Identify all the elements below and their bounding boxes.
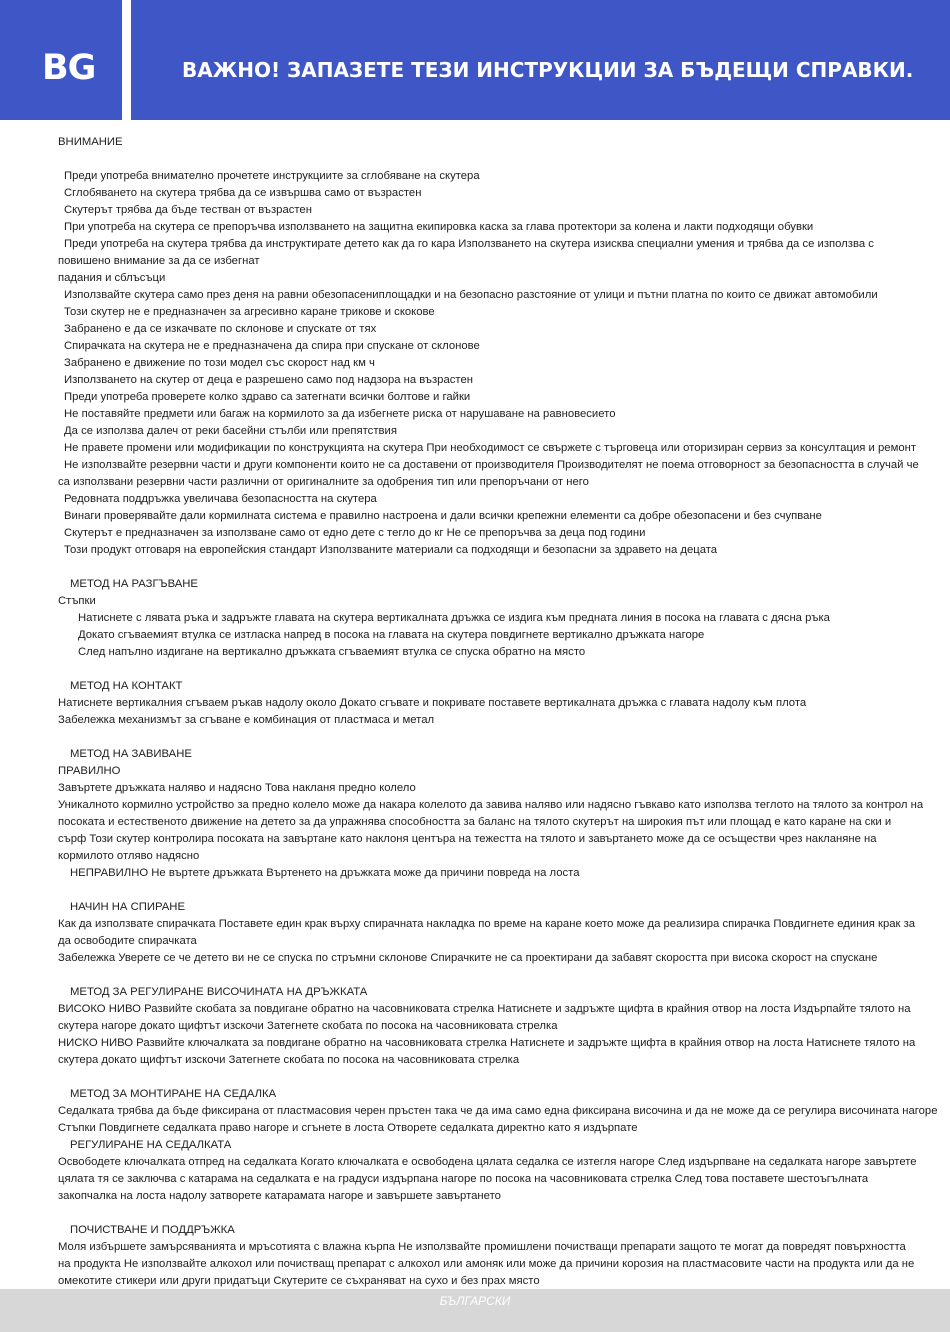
warning-item: Да се използва далеч от реки басейни стълби или препятствия	[64, 425, 397, 437]
height-line: скутера нагоре докато щифтът изскочи Затегнете скобата по посока на часовниковата стрелка	[58, 1020, 558, 1032]
warning-item: Не използвайте резервни части и други компоненти които не са доставени от производителя Производителят не поема отговорност за безопасността в случай че	[64, 459, 919, 471]
footer-language: БЪЛГАРСКИ	[439, 1294, 511, 1308]
height-line: ВИСОКО НИВО Развийте скобата за повдигане обратно на часовниковата стрелка Натиснете и задръжте щифта в крайния отвор на лоста Издърпайте тялото на	[58, 1003, 911, 1015]
page-footer	[0, 1289, 950, 1332]
warning-item: Сглобяването на скутера трябва да се извършва само от възрастен	[64, 187, 422, 199]
warning-item: Спирачката на скутера не е предназначена да спира при спускане от склонове	[64, 340, 480, 352]
warning-item: Винаги проверявайте дали кормилната система е правилно настроена и дали всички крепежни елементи са добре обезопасени и без счупване	[64, 510, 822, 522]
height-line: НИСКО НИВО Развийте ключалката за повдигане обратно на часовниковата стрелка Натиснете и задръжте щифта в крайния отвор на лоста Натиснете тялото на	[58, 1037, 916, 1049]
height-line: скутера докато щифтът изскочи Затегнете скобата по посока на часовниковата стрелка	[58, 1054, 520, 1066]
page-header	[0, 0, 950, 120]
unfolding-step: Докато сгъваемият втулка се изтласка напред в посока на главата на скутера повдигнете вертикално дръжката нагоре	[78, 629, 705, 641]
contact-text: Натиснете вертикалния сгъваем ръкав надолу около Докато сгъвате и покривате поставете вертикалната дръжка с главата надолу към плота	[58, 697, 807, 709]
seat-paragraph-line: Освободете ключалката отпред на седалката Когато ключалката е освободена цялата седалка се изтегля нагоре След издърпване на седалката нагоре завъртете	[58, 1156, 917, 1168]
cleaning-heading: ПОЧИСТВАНЕ И ПОДДРЪЖКА	[70, 1224, 235, 1236]
warning-item-continuation: повишено внимание за да се избегнат	[58, 255, 260, 267]
contact-note: Забележка механизмът за сгъване е комбинация от пластмаса и метал	[58, 714, 435, 726]
warning-item: Скутерът е предназначен за използване само от едно дете с тегло до кг Не се препоръчва за деца под години	[64, 527, 646, 539]
warning-item: Скутерът трябва да бъде тестван от възрастен	[64, 204, 312, 216]
seat-paragraph-line: закопчалка на лоста надолу затворете катарамата нагоре и завършете завъртането	[58, 1190, 501, 1202]
cleaning-paragraph-line: Моля избършете замърсяванията и мръсотията с влажна кърпа Не използвайте промишлени почистващи препарати защото те могат да повредят повърхността	[58, 1241, 906, 1253]
turning-text: Завъртете дръжката наляво и надясно Това накланя предно колело	[58, 782, 416, 794]
seat-adjust-heading: РЕГУЛИРАНЕ НА СЕДАЛКАТА	[70, 1139, 232, 1151]
warning-item: Преди употреба на скутера трябва да инструктирате детето как да го кара Използването на скутера изисква специални умения и трябва да се използва с	[64, 238, 874, 250]
braking-paragraph-line: да освободите спирачката	[58, 935, 197, 947]
warning-item: Този скутер не е предназначен за агресивно каране трикове и скокове	[64, 306, 435, 318]
language-code: BG	[42, 48, 96, 88]
turning-paragraph-line: посоката и естественото движение на детето за да упражнява способността за баланс на тялото скутерът на широкия път или площад е като каране на ски и	[58, 816, 892, 828]
warning-item: Този продукт отговаря на европейския стандарт Използваните материали са подходящи и безопасни за здравето на децата	[64, 544, 718, 556]
header-divider	[122, 0, 131, 120]
seat-paragraph-line: цялата тя се заключва с катарама на седалката е на градуси издърпана нагоре по посока на часовниковата стрелка След това поставете шестоъгълната	[58, 1173, 869, 1185]
unfolding-step: След напълно издигане на вертикално дръжката сгъваемият втулка се спуска обратно на място	[78, 646, 586, 658]
steps-label: Стъпки	[58, 595, 96, 607]
warning-item-continuation: са използвани резервни части различни от оригиналните за одобрения тип или препоръчани от него	[58, 476, 589, 488]
warning-item: Редовната поддръжка увеличава безопасността на скутера	[64, 493, 377, 505]
cleaning-paragraph-line: на продукта Не използвайте алкохол или почистващ препарат с алкохол или амоняк или може да причини корозия на пластмасовите части на продукта или да не	[58, 1258, 915, 1270]
braking-heading: НАЧИН НА СПИРАНЕ	[70, 901, 185, 913]
turning-correct-label: ПРАВИЛНО	[58, 765, 121, 777]
braking-paragraph-line: Как да използвате спирачката Поставете един крак върху спирачната накладка по време на каране което може да реализира спирачка Повдигнете единия крак за	[58, 918, 916, 930]
document-body	[58, 134, 938, 1290]
seat-heading: МЕТОД ЗА МОНТИРАНЕ НА СЕДАЛКА	[70, 1088, 277, 1100]
warning-item: Не правете промени или модификации по конструкцията на скутера При необходимост се свържете с търговеца или оторизиран сервиз за консултация и ремонт	[64, 442, 917, 454]
warning-item: При употреба на скутера се препоръчва използването на защитна екипировка каска за глава протектори за колена и лакти подходящи обувки	[64, 221, 814, 233]
turning-paragraph-line: Уникалното кормилно устройство за предно колело може да накара колелото да завива наляво или надясно гъвкаво като използва теглото на тялото за контрол на	[58, 799, 924, 811]
warning-item: Забранено е движение по този модел със скорост над км ч	[64, 357, 375, 369]
warning-item: Забранено е да се изкачвате по склонове и спускате от тях	[64, 323, 377, 335]
warning-item-continuation: падания и сблъсъци	[58, 272, 166, 284]
height-heading: МЕТОД ЗА РЕГУЛИРАНЕ ВИСОЧИНАТА НА ДРЪЖКАТА	[70, 986, 368, 998]
turning-heading: МЕТОД НА ЗАВИВАНЕ	[70, 748, 192, 760]
unfolding-heading: МЕТОД НА РАЗГЪВАНЕ	[70, 578, 198, 590]
seat-text: Седалката трябва да бъде фиксирана от пластмасовия черен пръстен така че да има само една фиксирана височина и да не може да се регулира височината нагоре	[58, 1105, 938, 1117]
warning-item: Преди употреба внимателно прочетете инструкциите за сглобяване на скутера	[64, 170, 480, 182]
unfolding-step: Натиснете с лявата ръка и задръжте главата на скутера вертикалната дръжка се издига към предната линия в посока на главата с дясна ръка	[78, 612, 830, 624]
turning-paragraph-line: кормилото отляво надясно	[58, 850, 200, 862]
warning-item: Използването на скутер от деца е разрешено само под надзора на възрастен	[64, 374, 473, 386]
warning-item: Не поставяйте предмети или багаж на кормилото за да избегнете риска от нарушаване на равновесието	[64, 408, 616, 420]
turning-paragraph-line: сърф Този скутер контролира посоката на завъртане като наклоня центъра на тежестта на тялото и завъртането може да се осъществи чрез накланяне на	[58, 833, 877, 845]
warning-item: Използвайте скутера само през деня на равни обезопасениплощадки и на безопасно разстояние от улици и пътни платна по които се движат автомобили	[64, 289, 878, 301]
contact-heading: МЕТОД НА КОНТАКТ	[70, 680, 183, 692]
seat-steps: Стъпки Повдигнете седалката право нагоре и сгънете в лоста Отворете седалката директно като я издърпате	[58, 1122, 638, 1134]
page-title: ВАЖНО! ЗАПАЗЕТЕ ТЕЗИ ИНСТРУКЦИИ ЗА БЪДЕЩИ СПРАВКИ.	[182, 58, 914, 82]
cleaning-paragraph-line: омекотите стикери или други придатъци Скутерите се съхраняват на сухо и без прах място	[58, 1275, 540, 1287]
turning-incorrect: НЕПРАВИЛНО Не въртете дръжката Въртенето на дръжката може да причини повреда на лоста	[70, 867, 580, 879]
braking-note: Забележка Уверете се че детето ви не се спуска по стръмни склонове Спирачките не са проектирани да забавят скоростта при висока скорост на спускане	[58, 952, 878, 964]
warning-item: Преди употреба проверете колко здраво са затегнати всички болтове и гайки	[64, 391, 471, 403]
warning-heading: ВНИМАНИЕ	[58, 136, 123, 148]
